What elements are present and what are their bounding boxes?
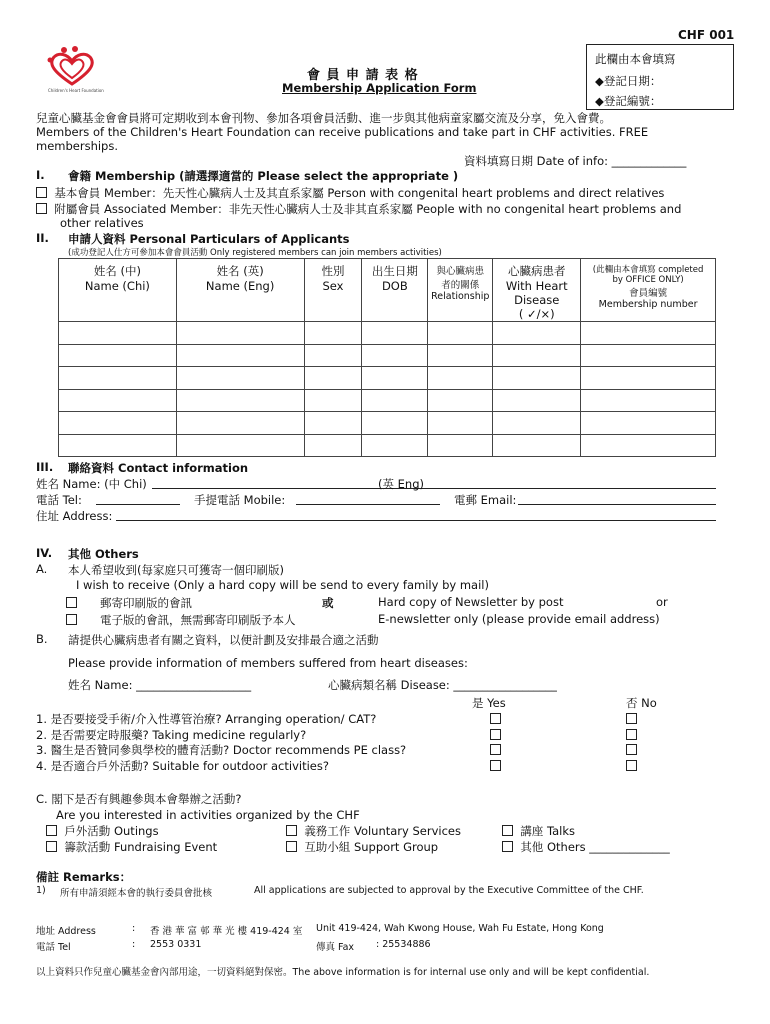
q1-no-checkbox[interactable]: [626, 713, 637, 724]
registration-number-label: ◆登記編號：: [595, 94, 662, 108]
table-cell[interactable]: [362, 412, 428, 435]
hardcopy-checkbox[interactable]: [66, 597, 77, 608]
question-1: 1. 是否要接受手術/介入性導管治療? Arranging operation/ CAT?: [36, 712, 377, 726]
tel-field[interactable]: [96, 504, 180, 505]
table-cell[interactable]: [493, 412, 581, 435]
table-cell[interactable]: [428, 344, 493, 367]
title-english: Membership Application Form: [282, 81, 477, 95]
remarks-title: 備註 Remarks：: [36, 870, 132, 884]
table-cell[interactable]: [428, 367, 493, 390]
footer-address-label: 地址 Address: [36, 926, 96, 937]
section4-title: 其他 Others: [68, 547, 139, 561]
mobile-label: 手提電話 Mobile:: [194, 493, 286, 507]
table-cell[interactable]: [304, 389, 362, 412]
contact-name-chi-label: 姓名 Name: (中 Chi): [36, 477, 147, 491]
table-header-row: [59, 259, 716, 322]
table-cell: [581, 389, 716, 412]
tel-label: 電話 Tel:: [36, 493, 82, 507]
logo-caption: Children's Heart Foundation: [48, 88, 104, 93]
section2-title: 申請人資料 Personal Particulars of Applicants: [68, 232, 350, 246]
activity-support-group[interactable]: [286, 839, 438, 855]
footer-fax-label: 傳真 Fax: [316, 942, 355, 953]
table-row: [59, 389, 716, 412]
col-dob-header: 出生日期 DOB: [362, 259, 428, 322]
table-cell[interactable]: [59, 367, 177, 390]
talks-checkbox[interactable]: [502, 825, 513, 836]
date-of-info-field[interactable]: 資料填寫日期 Date of info: _____________: [464, 154, 687, 168]
section4b-chinese: 請提供心臟病患者有關之資料，以便計劃及安排最合適之活動: [68, 633, 379, 647]
question-2: 2. 是否需要定時服藥? Taking medicine regularly?: [36, 728, 307, 742]
yes-header: 是 Yes: [472, 696, 506, 710]
table-cell[interactable]: [428, 389, 493, 412]
support-group-label: 互助小組 Support Group: [304, 840, 439, 854]
table-row: [59, 434, 716, 457]
table-cell[interactable]: [362, 434, 428, 457]
table-cell[interactable]: [362, 322, 428, 345]
mobile-field[interactable]: [296, 504, 440, 505]
disease-field[interactable]: 心臟病類名稱 Disease: __________________: [328, 678, 557, 692]
patient-name-field[interactable]: 姓名 Name: ____________________: [68, 678, 252, 692]
q3-yes-checkbox[interactable]: [490, 744, 501, 755]
section4b-label: B.: [36, 632, 48, 646]
table-cell: [581, 344, 716, 367]
remark-number: 1): [36, 885, 46, 896]
footer-address-english: Unit 419-424, Wah Kwong House, Wah Fu Estate, Hong Kong: [316, 923, 604, 934]
footer-fax: : 25534886: [376, 939, 431, 950]
section4c-english: Are you interested in activities organized by the CHF: [56, 808, 360, 822]
fundraising-label: 籌款活動 Fundraising Event: [64, 840, 218, 854]
support-group-checkbox[interactable]: [286, 841, 297, 852]
table-cell[interactable]: [493, 434, 581, 457]
intro-chinese: 兒童心臟基金會會員將可定期收到本會刊物、參加各項會員活動、進一步與其他病童家屬交流及分享，免入會費。: [36, 111, 611, 125]
office-box-heading: 此欄由本會填寫: [595, 52, 676, 66]
table-cell: [581, 434, 716, 457]
voluntary-label: 義務工作 Voluntary Services: [304, 824, 461, 838]
section3-number: III.: [36, 460, 54, 474]
section4b-english: Please provide information of members suffered from heart diseases:: [68, 656, 468, 670]
q1-yes-checkbox[interactable]: [490, 713, 501, 724]
col-name-chi-header: 姓名 (中) Name (Chi): [59, 259, 177, 322]
table-cell[interactable]: [362, 389, 428, 412]
table-cell[interactable]: [428, 322, 493, 345]
col-sex-header: 性別 Sex: [304, 259, 362, 322]
outings-label: 戶外活動 Outings: [64, 824, 159, 838]
table-cell[interactable]: [304, 412, 362, 435]
footer-tel: 2553 0331: [150, 939, 202, 950]
table-cell[interactable]: [59, 434, 177, 457]
table-cell[interactable]: [304, 344, 362, 367]
confidential-note: 以上資料只作兒童心臟基金會內部用途，一切資料絕對保密。The above information is for internal use only and will be kept confidential.: [36, 967, 650, 978]
table-cell[interactable]: [304, 434, 362, 457]
form-code: CHF 001: [678, 28, 735, 42]
talks-label: 講座 Talks: [520, 824, 575, 838]
table-cell[interactable]: [59, 344, 177, 367]
voluntary-checkbox[interactable]: [286, 825, 297, 836]
or-label-chi: 或: [322, 596, 334, 610]
section4a-label: A.: [36, 562, 48, 576]
table-row: [59, 344, 716, 367]
table-cell[interactable]: [176, 367, 304, 390]
footer-colon: :: [132, 923, 136, 934]
table-cell[interactable]: [176, 389, 304, 412]
table-cell[interactable]: [304, 322, 362, 345]
footer-tel-label: 電話 Tel: [36, 942, 71, 953]
member-checkbox[interactable]: [36, 187, 47, 198]
col-name-eng-header: 姓名 (英) Name (Eng): [176, 259, 304, 322]
outings-checkbox[interactable]: [46, 825, 57, 836]
table-cell: [581, 412, 716, 435]
contact-name-line[interactable]: [152, 488, 716, 489]
associated-member-label: 附屬會員 Associated Member：非先天性心臟病人士及非其直系家屬 People with no congenital heart problems and: [54, 202, 682, 216]
table-row: [59, 367, 716, 390]
q2-no-checkbox[interactable]: [626, 729, 637, 740]
section4a-chinese: 本人希望收到(每家庭只可獲寄一個印刷版): [68, 563, 284, 577]
table-cell[interactable]: [59, 412, 177, 435]
logo: [40, 44, 104, 94]
member-option-label: 基本會員 Member：先天性心臟病人士及其直系家屬 Person with congenital heart problems and direct relatives: [54, 186, 665, 200]
others-checkbox[interactable]: [502, 841, 513, 852]
hardcopy-label-eng: Hard copy of Newsletter by post: [378, 595, 564, 609]
hardcopy-label-chi: 郵寄印刷版的會訊: [100, 596, 192, 610]
title-chinese: 會 員 申 請 表 格: [307, 68, 419, 83]
member-option[interactable]: [36, 185, 664, 201]
associated-member-option[interactable]: [36, 201, 681, 217]
question-4: 4. 是否適合戶外活動? Suitable for outdoor activities?: [36, 759, 329, 773]
table-cell[interactable]: [176, 434, 304, 457]
section3-title: 聯絡資料 Contact information: [68, 461, 249, 475]
enewsletter-label-eng: E-newsletter only (please provide email address): [378, 612, 660, 626]
associated-member-checkbox[interactable]: [36, 203, 47, 214]
q3-no-checkbox[interactable]: [626, 744, 637, 755]
registration-date-label: ◆登記日期：: [595, 74, 662, 88]
col-heart-disease-header: 心臟病患者 With Heart Disease ( ✓/×): [493, 259, 581, 322]
remark-english: All applications are subjected to approval by the Executive Committee of the CHF.: [254, 885, 644, 896]
section1-number: I.: [36, 168, 45, 182]
section1-title: 會籍 Membership (請選擇適當的 Please select the appropriate ): [68, 169, 459, 183]
question-3: 3. 醫生是否贊同參與學校的體育活動? Doctor recommends PE class?: [36, 743, 407, 757]
table-cell: [581, 322, 716, 345]
footer-colon: :: [132, 939, 136, 950]
section2-note: (成功登記人仕方可參加本會會員活動 Only registered members can join members activities): [68, 248, 442, 258]
table-cell[interactable]: [304, 367, 362, 390]
activity-fundraising[interactable]: [46, 839, 217, 855]
section4-number: IV.: [36, 546, 53, 560]
fundraising-checkbox[interactable]: [46, 841, 57, 852]
table-cell[interactable]: [362, 344, 428, 367]
activity-outings[interactable]: [46, 823, 159, 839]
address-label: 住址 Address:: [36, 509, 113, 523]
section2-number: II.: [36, 231, 49, 245]
col-relationship-header: 與心臟病患 者的關係 Relationship: [428, 259, 493, 322]
table-cell[interactable]: [362, 367, 428, 390]
address-field[interactable]: [116, 520, 716, 521]
table-cell[interactable]: [59, 389, 177, 412]
q2-yes-checkbox[interactable]: [490, 729, 501, 740]
q4-yes-checkbox[interactable]: [490, 760, 501, 771]
table-cell[interactable]: [428, 412, 493, 435]
table-row: [59, 412, 716, 435]
table-cell: [581, 367, 716, 390]
section4a-english: I wish to receive (Only a hard copy will be send to every family by mail): [76, 578, 489, 592]
table-cell[interactable]: [493, 389, 581, 412]
no-header: 否 No: [626, 696, 657, 710]
others-label: 其他 Others ______________: [520, 840, 670, 854]
section4c-chinese: C. 閣下是否有興趣參與本會舉辦之活動?: [36, 792, 242, 806]
table-cell[interactable]: [176, 344, 304, 367]
activity-others[interactable]: [502, 839, 670, 855]
intro-english-line2: memberships.: [36, 139, 119, 153]
table-cell[interactable]: [176, 412, 304, 435]
col-membership-number-header: (此欄由本會填寫 completed by OFFICE ONLY) 會員編號 Membership number: [581, 259, 716, 322]
applicants-table: [58, 258, 716, 457]
associated-member-label-cont: other relatives: [60, 216, 144, 230]
activity-voluntary[interactable]: [286, 823, 461, 839]
office-use-box: [586, 44, 734, 110]
table-cell[interactable]: [493, 367, 581, 390]
email-label: 電郵 Email:: [454, 493, 517, 507]
table-cell[interactable]: [428, 434, 493, 457]
q4-no-checkbox[interactable]: [626, 760, 637, 771]
enewsletter-label-chi: 電子版的會訊，無需郵寄印刷版予本人: [100, 613, 296, 627]
table-cell[interactable]: [176, 322, 304, 345]
table-row: [59, 322, 716, 345]
remark-chinese: 所有申請須經本會的執行委員會批核: [60, 888, 213, 899]
or-label-eng: or: [656, 595, 668, 609]
email-field[interactable]: [518, 504, 716, 505]
table-cell[interactable]: [59, 322, 177, 345]
table-cell[interactable]: [493, 322, 581, 345]
intro-english-line1: Members of the Children's Heart Foundation can receive publications and take part in CHF activities. FREE: [36, 125, 649, 139]
activity-talks[interactable]: [502, 823, 575, 839]
footer-address-chinese: 香 港 華 富 邨 華 光 樓 419-424 室: [150, 926, 303, 937]
heart-logo-icon: [40, 44, 104, 94]
contact-name-eng-label: (英 Eng): [378, 477, 424, 491]
table-cell[interactable]: [493, 344, 581, 367]
enewsletter-checkbox[interactable]: [66, 614, 77, 625]
